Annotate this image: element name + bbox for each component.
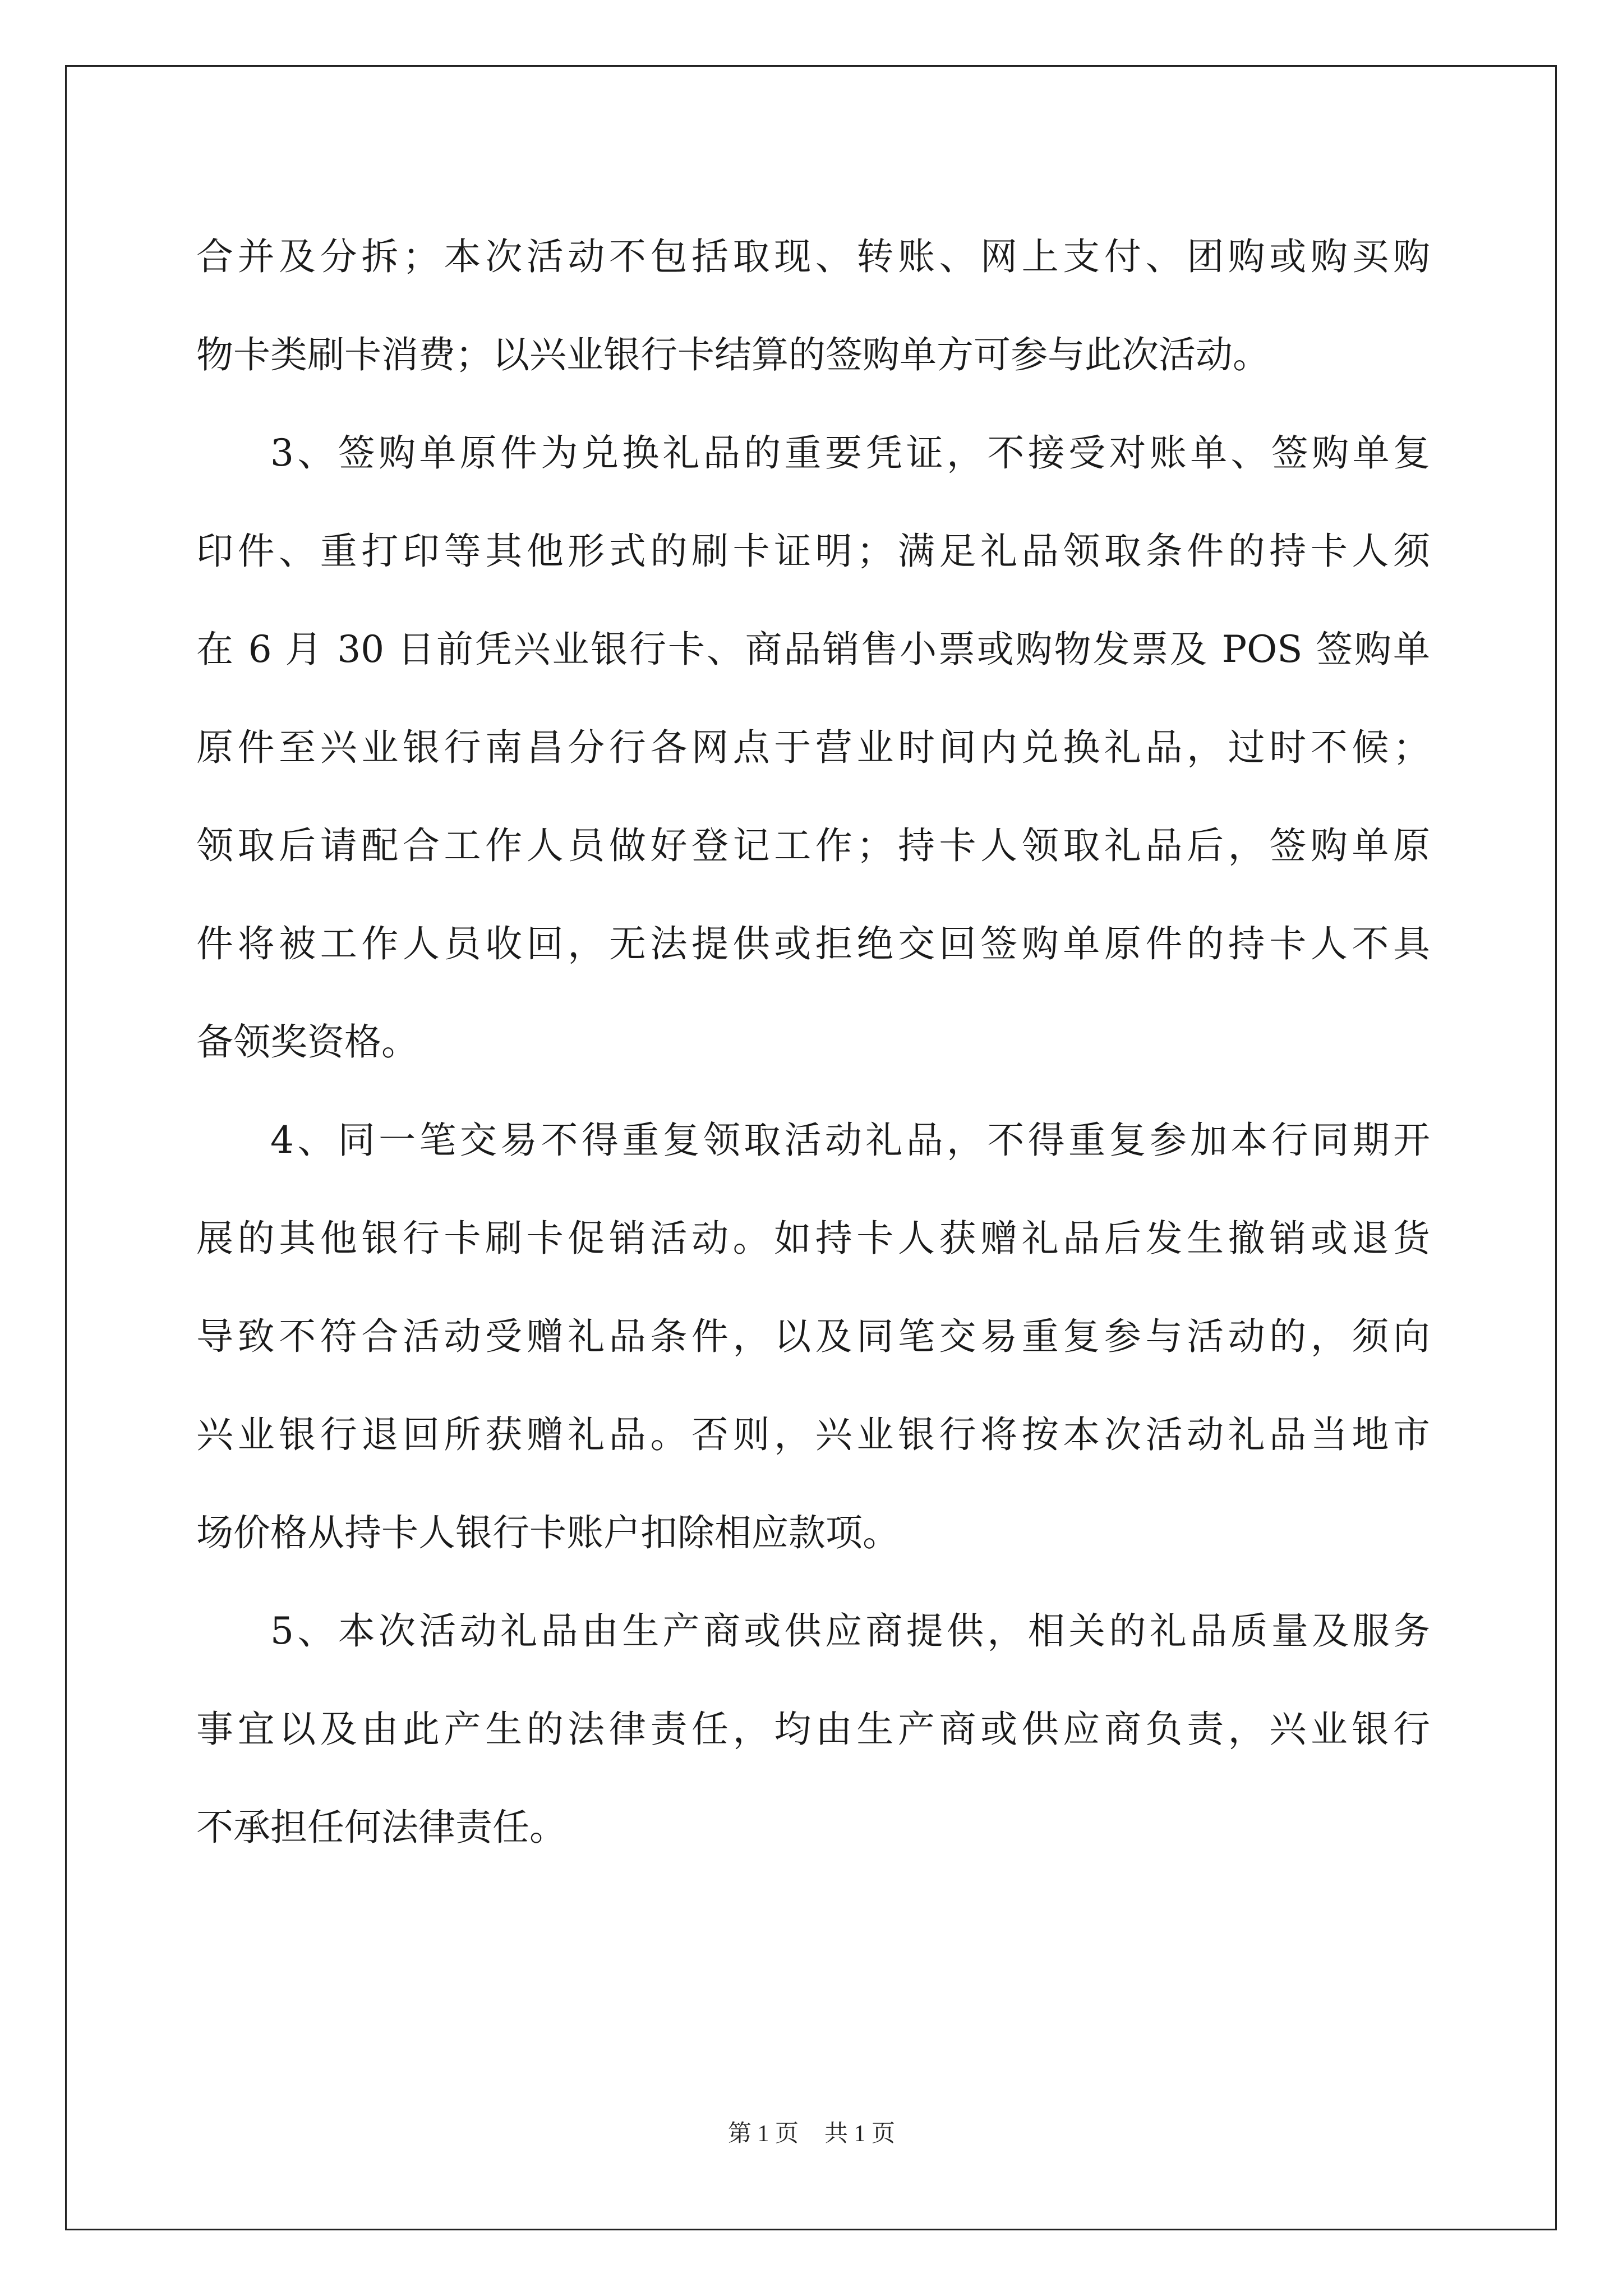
page-number: 第 1 页 [727, 2121, 799, 2147]
paragraph-5-start: 5、本次活动礼品由生产商或供应商提供，相关的礼品质量及服务 [270, 1609, 1430, 1653]
text-line: 原件至兴业银行南昌分行各网点于营业时间内兑换礼品，过时不候； [196, 726, 1430, 769]
document-body [196, 208, 1430, 1876]
paragraph-4-start: 4、同一笔交易不得重复领取活动礼品，不得重复参加本行同期开 [270, 1119, 1430, 1162]
page-footer [0, 2115, 1623, 2148]
text-line: 事宜以及由此产生的法律责任，均由生产商或供应商负责，兴业银行 [196, 1708, 1430, 1751]
text-line: 物卡类刷卡消费；以兴业银行卡结算的签购单方可参与此次活动。 [196, 333, 1270, 376]
text-line: 在 6 月 30 日前凭兴业银行卡、商品销售小票或购物发票及 POS 签购单 [196, 628, 1430, 671]
text-line: 件将被工作人员收回，无法提供或拒绝交回签购单原件的持卡人不具 [196, 922, 1430, 965]
page-total: 共 1 页 [824, 2121, 896, 2147]
text-line: 合并及分拆；本次活动不包括取现、转账、网上支付、团购或购买购 [196, 235, 1430, 278]
text-line: 兴业银行退回所获赠礼品。否则，兴业银行将按本次活动礼品当地市 [196, 1413, 1430, 1456]
text-line: 印件、重打印等其他形式的刷卡证明；满足礼品领取条件的持卡人须 [196, 530, 1430, 573]
text-line: 备领奖资格。 [196, 1020, 418, 1064]
text-line: 展的其他银行卡刷卡促销活动。如持卡人获赠礼品后发生撤销或退货 [196, 1217, 1430, 1260]
text-line: 导致不符合活动受赠礼品条件，以及同笔交易重复参与活动的，须向 [196, 1315, 1430, 1358]
text-line: 领取后请配合工作人员做好登记工作；持卡人领取礼品后，签购单原 [196, 824, 1430, 867]
text-line: 不承担任何法律责任。 [196, 1806, 566, 1849]
text-line: 场价格从持卡人银行卡账户扣除相应款项。 [196, 1511, 900, 1554]
paragraph-3-start: 3、签购单原件为兑换礼品的重要凭证，不接受对账单、签购单复 [270, 431, 1430, 475]
